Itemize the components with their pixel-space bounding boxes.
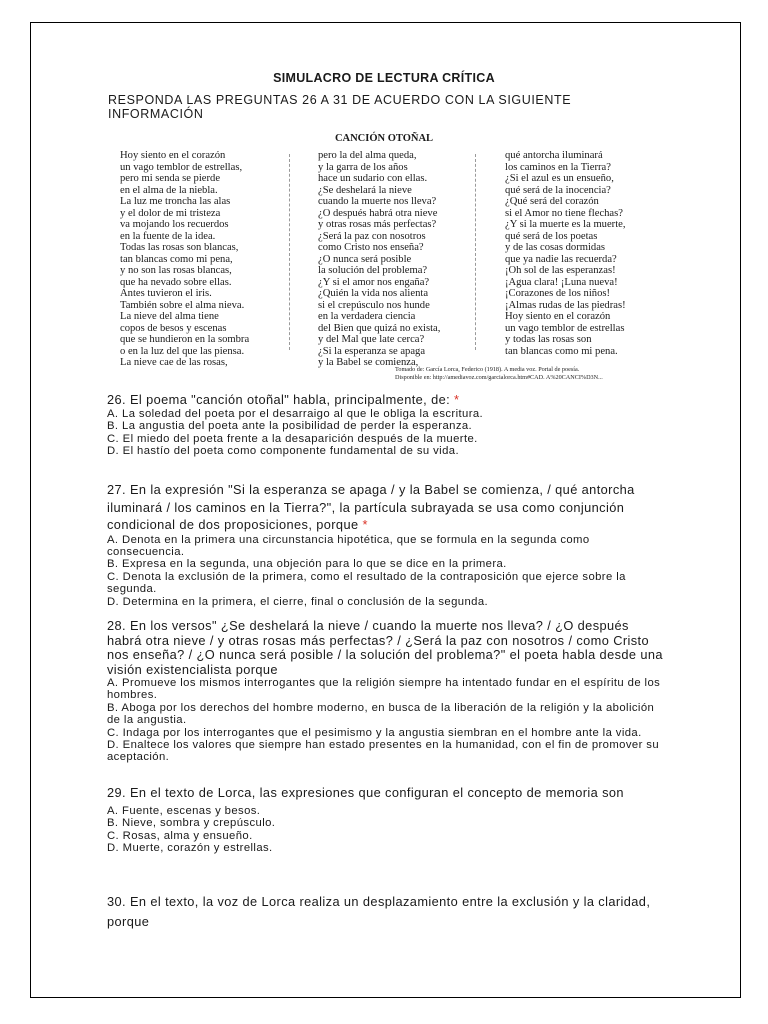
option-d: D. El hastío del poeta como componente fundamental de su vida. <box>107 445 459 458</box>
question-stem: 30. En el texto, la voz de Lorca realiza un desplazamiento entre la exclusión y la claridad, porque <box>107 894 651 929</box>
question-stem: 27. En la expresión "Si la esperanza se apaga / y la Babel se comienza, / qué antorcha iluminará / los caminos en la Tierra?", la partícula subrayada se usa como conjunción condicional de dos proposiciones, porque * <box>107 482 635 532</box>
poem-verse: como Cristo nos enseña? <box>318 242 424 253</box>
poem-verse: y no son las rosas blancas, <box>120 265 232 276</box>
poem-verse: ¿Quién la vida nos alienta <box>318 288 429 299</box>
question-28 <box>107 619 663 764</box>
poem-verse: y del Mal que late cerca? <box>318 334 425 345</box>
poem-verse: en el alma de la niebla. <box>120 184 218 196</box>
column-divider <box>475 154 476 350</box>
poem-verse: Todas las rosas son blancas, <box>120 242 239 253</box>
poem-verse: qué antorcha iluminará <box>505 150 603 161</box>
question-stem: 29. En el texto de Lorca, las expresiones que configuran el concepto de memoria son <box>107 785 624 800</box>
poem-verse: ¿Si la esperanza se apaga <box>318 345 426 357</box>
poem-column-3 <box>505 150 626 357</box>
poem-verse: y la garra de los años <box>318 161 408 173</box>
poem-verse: qué será de los poetas <box>505 230 598 242</box>
poem-verse: y de las cosas dormidas <box>505 242 606 253</box>
option-d: D. Muerte, corazón y estrellas. <box>107 842 273 855</box>
poem-verse: del Bien que quizá no exista, <box>318 322 441 334</box>
question-26 <box>107 392 663 458</box>
question-stem: 26. El poema "canción otoñal" habla, principalmente, de: * <box>107 392 460 407</box>
option-d: D. Determina en la primera, el cierre, final o conclusión de la segunda. <box>107 595 489 608</box>
question-29 <box>107 784 663 855</box>
poem-verse: La nieve del alma tiene <box>120 311 219 322</box>
poem-verse: si el crepúsculo nos hunde <box>318 299 430 311</box>
poem-verse: Hoy siento en el corazón <box>120 150 226 161</box>
poem-verse: un vago temblor de estrellas <box>505 322 625 334</box>
poem-verse: ¿O nunca será posible <box>318 253 412 265</box>
poem-verse: Hoy siento en el corazón <box>505 311 611 322</box>
poem-verse: los caminos en la Tierra? <box>505 161 611 173</box>
option-a: A. La soledad del poeta por el desarraigo al que le obliga la escritura. <box>107 408 484 420</box>
poem-verse: en la verdadera ciencia <box>318 311 416 322</box>
option-a: A. Promueve los mismos interrogantes que la religión siempre ha intentado fundar en el espíritu de los hombres. <box>107 677 661 702</box>
document-title: SIMULACRO DE LECTURA CRÍTICA <box>273 71 495 85</box>
poem-verse: pero la del alma queda, <box>318 150 417 161</box>
poem-verse: ¡Agua clara! ¡Luna nueva! <box>505 276 618 288</box>
question-27 <box>107 481 663 608</box>
poem-verse: o en la luz del que las piensa. <box>120 345 245 357</box>
poem-verse: un vago temblor de estrellas, <box>120 161 243 173</box>
poem-verse: La nieve cae de las rosas, <box>120 357 228 368</box>
poem-verse: ¿Y si la muerte es la muerte, <box>505 219 626 230</box>
option-b: B. Aboga por los derechos del hombre moderno, en busca de la liberación de la religión y la abolición de la angustia. <box>107 701 655 727</box>
poem-verse: copos de besos y escenas <box>120 322 227 334</box>
poem-verse: tan blancas como mi pena, <box>120 253 233 265</box>
column-divider <box>289 154 290 350</box>
citation-source: Tomado de: García Lorca, Federico (1918). A media voz. Portal de poesía. <box>395 366 580 373</box>
poem-verse: que ha nevado sobre ellas. <box>120 276 232 288</box>
required-asterisk: * <box>454 392 460 407</box>
poem-column-2 <box>318 150 440 369</box>
poem-verse: También sobre el alma nieva. <box>120 299 245 311</box>
poem-verse: y todas las rosas son <box>505 334 592 345</box>
poem-verse: ¡Oh sol de las esperanzas! <box>505 265 616 276</box>
poem-verse: ¡Corazones de los niños! <box>505 288 611 299</box>
option-c: C. Indaga por los interrogantes que el pesimismo y la angustia siembran en el hombre ante la vida. <box>107 726 642 739</box>
option-c: C. El miedo del poeta frente a la desaparición después de la muerte. <box>107 432 478 445</box>
poem-verse: tan blancas como mi pena. <box>505 345 618 357</box>
option-a: A. Fuente, escenas y besos. <box>107 805 261 817</box>
option-b: B. Expresa en la segunda, una objeción para lo que se dice en la primera. <box>107 558 507 571</box>
question-30 <box>107 892 663 932</box>
option-b: B. Nieve, sombra y crepúsculo. <box>107 817 276 830</box>
poem-verse: la solución del problema? <box>318 265 428 276</box>
poem-verse: en la fuente de la idea. <box>120 230 216 242</box>
poem-verse: La luz me troncha las alas <box>120 196 231 207</box>
poem-column-1 <box>120 150 249 369</box>
required-asterisk: * <box>362 517 368 532</box>
poem-verse: ¿Si el azul es un ensueño, <box>505 173 614 184</box>
option-b: B. La angustia del poeta ante la posibilidad de perder la esperanza. <box>107 420 473 433</box>
poem-verse: que se hundieron en la sombra <box>120 334 250 345</box>
poem-verse: y la Babel se comienza, <box>318 357 419 368</box>
poem-verse: ¿O después habrá otra nieve <box>318 207 438 219</box>
poem-citation <box>395 366 603 382</box>
poem-verse: que ya nadie las recuerda? <box>505 253 617 265</box>
poem-verse: cuando la muerte nos lleva? <box>318 196 437 207</box>
option-d: D. Enaltece los valores que siempre han estado presentes en la humanidad, con el fin de promover su aceptación. <box>107 739 660 764</box>
poem-verse: qué será de la inocencia? <box>505 184 611 196</box>
poem-verse: ¿Qué será del corazón <box>505 196 599 207</box>
option-c: C. Denota la exclusión de la primera, como el resultado de la contraposición que ejerce sobre la segunda. <box>107 570 626 596</box>
poem-verse: si el Amor no tiene flechas? <box>505 207 623 219</box>
poem-verse: va mojando los recuerdos <box>120 219 229 230</box>
option-c: C. Rosas, alma y ensueño. <box>107 829 253 842</box>
question-stem: 28. En los versos" ¿Se deshelará la nieve / cuando la muerte nos lleva? / ¿O después habrá otra nieve / y otras rosas más perfectas? / ¿Será la paz con nosotros / como Cristo nos enseña? / ¿O nunca será posible / la solución del problema?" el poeta habla desde una visión existencialista porque <box>107 618 663 677</box>
poem-verse: y otras rosas más perfectas? <box>318 219 437 230</box>
option-a: A. Denota en la primera una circunstancia hipotética, que se formula en la segunda como consecuencia. <box>107 533 590 558</box>
instructions: RESPONDA LAS PREGUNTAS 26 A 31 DE ACUERDO CON LA SIGUIENTE INFORMACIÓN <box>108 93 572 121</box>
poem-verse: ¿Y si el amor nos engaña? <box>318 276 430 288</box>
poem-verse: Antes tuvieron el iris. <box>120 288 212 299</box>
poem-verse: hace un sudario con ellas. <box>318 173 428 184</box>
poem-verse: ¡Almas rudas de las piedras! <box>505 299 626 311</box>
poem-verse: y el dolor de mi tristeza <box>120 207 221 219</box>
poem-verse: ¿Se deshelará la nieve <box>318 184 412 196</box>
citation-url: Disponible en: http://amediavoz.com/garcialorca.htm#CAD. A%20CANCI%D3N... <box>395 374 603 381</box>
poem-title: CANCIÓN OTOÑAL <box>334 133 434 144</box>
poem-verse: ¿Será la paz con nosotros <box>318 230 426 242</box>
poem-verse: pero mi senda se pierde <box>120 173 221 184</box>
